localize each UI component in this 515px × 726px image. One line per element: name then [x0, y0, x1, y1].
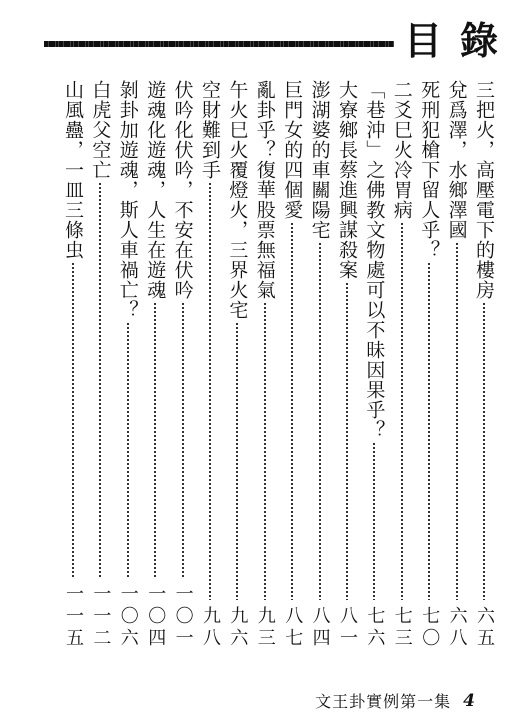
- toc-entry-page: 九八: [200, 606, 221, 650]
- heading-char-2: 錄: [460, 18, 499, 63]
- toc-dot-leader: [483, 302, 485, 600]
- toc-dot-leader: [72, 262, 74, 578]
- toc-entry: [362, 80, 386, 650]
- toc-dot-leader: [456, 242, 458, 600]
- toc-dot-leader: [209, 182, 211, 600]
- toc-entry-page: 七六: [364, 606, 386, 650]
- toc-entry: [445, 80, 469, 650]
- footer-page-number: 4: [463, 690, 475, 711]
- toc-entry-page: 七三: [391, 606, 413, 650]
- toc-entry-title: 澎湖婆的車關陽宅: [308, 80, 331, 240]
- toc-dot-leader: [127, 322, 129, 578]
- toc-dot-leader: [428, 262, 430, 600]
- toc-entry: [116, 80, 140, 650]
- toc-entry-page: 六八: [446, 606, 468, 650]
- toc-entry-title: 巨門女的四個愛: [281, 80, 304, 220]
- toc-entry: [143, 80, 167, 650]
- toc-dot-leader: [291, 222, 293, 600]
- toc-entry: [472, 80, 496, 650]
- toc-dot-leader: [264, 302, 266, 600]
- toc-entry-page: 九三: [254, 606, 276, 650]
- toc-entry-page: 六五: [474, 606, 495, 650]
- toc-dot-leader: [182, 302, 184, 578]
- page-footer: [315, 689, 475, 712]
- toc-entry-title: 午火巳火覆燈火，三界火宅: [226, 80, 249, 320]
- toc-entry-page: 一〇六: [117, 584, 139, 650]
- toc-entry-page: 一一五: [63, 584, 84, 650]
- toc-entry-title: 死刑犯槍下留人乎？: [418, 80, 441, 260]
- toc-dot-leader: [401, 222, 403, 600]
- toc-entry-title: 三把火，高壓電下的樓房: [473, 80, 495, 300]
- toc-entry: [417, 80, 441, 650]
- toc-entry-title: 二爻巳火冷胃病: [390, 80, 413, 220]
- toc-entry-title: 亂卦乎？復華股票無福氣: [253, 80, 276, 300]
- toc-dot-leader: [346, 282, 348, 600]
- toc-entry-page: 一〇一: [172, 584, 194, 650]
- toc-entry: [171, 80, 195, 650]
- toc-entry-page: 九六: [227, 606, 249, 650]
- toc-entry: [225, 80, 249, 650]
- toc-entry: [61, 80, 85, 650]
- toc-entry-title: 大寮鄉長蔡進興謀殺案: [336, 80, 358, 280]
- toc-entry-page: 七〇: [419, 606, 441, 650]
- heading-rule-fill: [44, 41, 394, 47]
- toc-dot-leader: [373, 442, 375, 600]
- toc-entry-page: 八一: [337, 606, 358, 650]
- toc-dot-leader: [236, 322, 238, 600]
- footer-book-title: 文王卦實例第一集: [315, 692, 452, 711]
- toc-entry-page: 一〇四: [145, 584, 167, 650]
- toc-entry-page: 八七: [282, 606, 304, 650]
- toc-entry: [390, 80, 414, 650]
- toc-entry-title: 剝卦加遊魂，斯人車禍亡？: [116, 80, 139, 320]
- toc-entry-title: 兌爲澤，水鄉澤國: [445, 80, 468, 240]
- toc-entry: [88, 80, 112, 650]
- toc-entry: [253, 80, 277, 650]
- toc-entry-page: 八四: [309, 606, 331, 650]
- toc-dot-leader: [319, 242, 321, 600]
- toc-entry-page: 一一二: [90, 584, 112, 650]
- toc-entry: [198, 80, 222, 650]
- heading-char-1: 目: [404, 18, 443, 63]
- toc-dot-leader: [154, 302, 156, 578]
- toc-entry: [308, 80, 332, 650]
- toc-entry-title: 「巷沖」之佛教文物處可以不昧因果乎？: [363, 80, 386, 440]
- toc-entry: [280, 80, 304, 650]
- toc-entry-title: 白虎父空亡: [89, 80, 112, 180]
- page-heading: [404, 16, 504, 66]
- toc-dot-leader: [99, 182, 101, 578]
- table-of-contents: [48, 80, 496, 650]
- toc-entry: [335, 80, 359, 650]
- toc-entry-title: 伏吟化伏吟，不安在伏吟: [171, 80, 194, 300]
- toc-entry-title: 空財難到手: [199, 80, 221, 180]
- toc-entry-title: 山風蠱，一皿三條虫: [62, 80, 84, 260]
- toc-entry-title: 遊魂化遊魂，人生在遊魂: [144, 80, 167, 300]
